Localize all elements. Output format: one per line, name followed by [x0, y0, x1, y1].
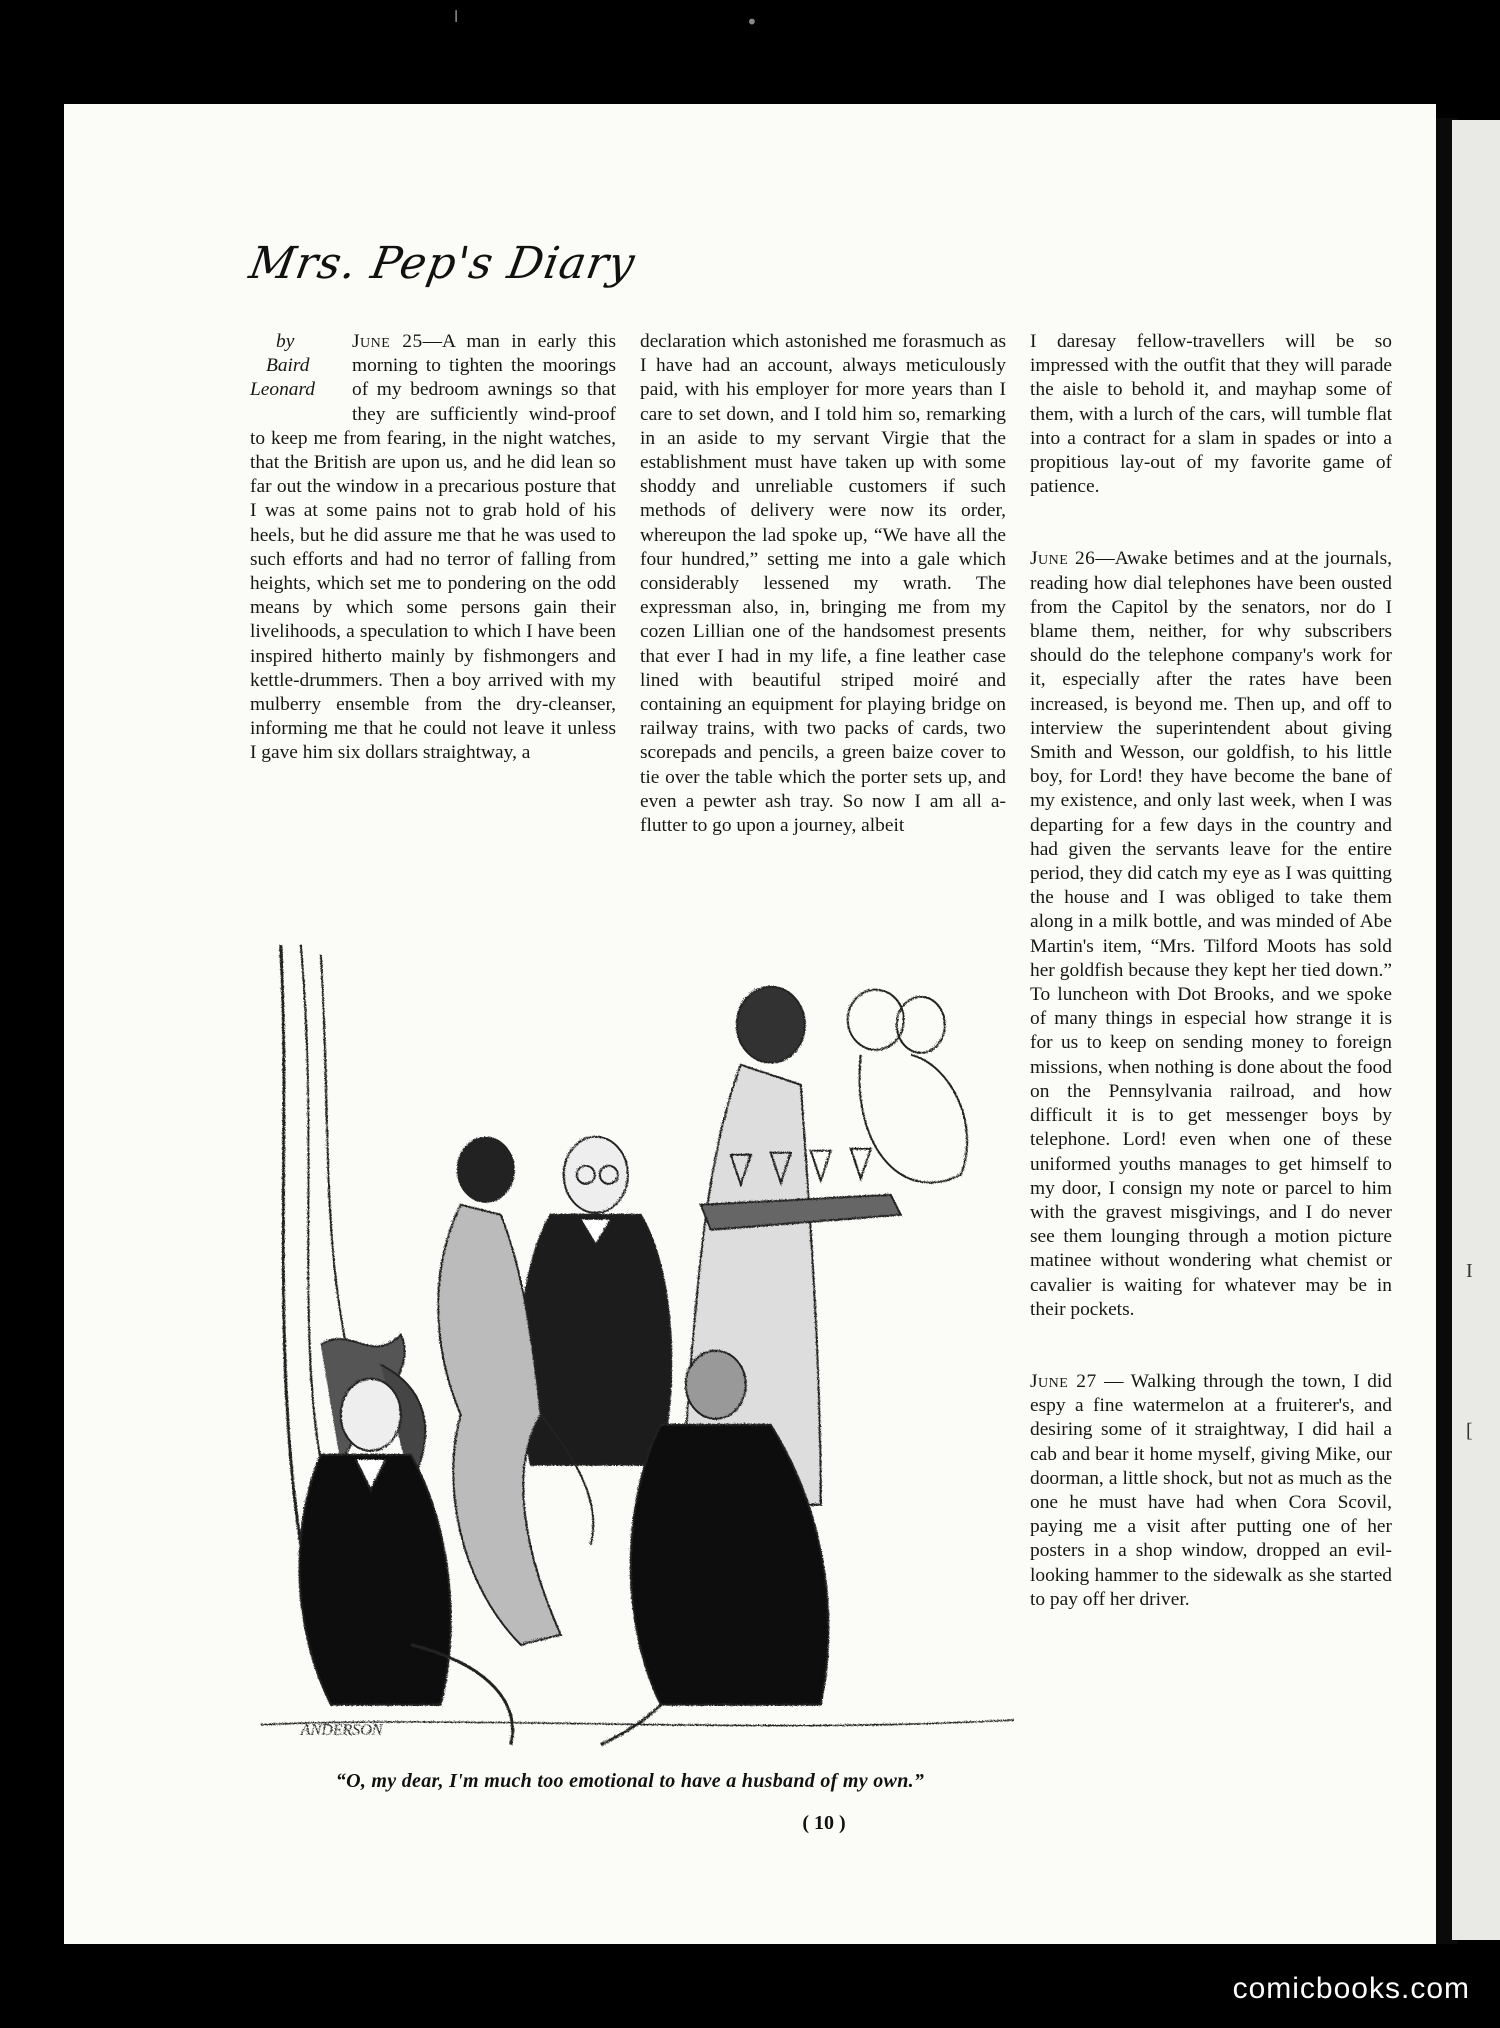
- entry-text: —A man in early this morning to tighten the moorings of my bedroom awnings so that they are sufficiently wind-proof to keep me from fearing, in the night watches, that the British are upon us, and he did lean so far out the window in a precarious posture that I was at some pains not to grab hold of his heels, but he did assure me that he was used to such efforts and had no terror of falling from heights, which set me to pondering on the odd means by which some persons gain their livelihoods, a speculation to which I have been inspired hitherto mainly by fishmongers and kettle-drummers. Then a boy arrived with my mulberry ensemble from the dry-cleanser, informing me that he could not leave it unless I gave him six dollars straightway, a: [250, 331, 616, 764]
- byline-last-name: Leonard: [250, 379, 315, 401]
- byline-by: by: [276, 331, 295, 352]
- entry-june-26: [1030, 547, 1392, 1322]
- scan-mark: •: [746, 10, 758, 34]
- byline: [250, 330, 340, 426]
- column-3: [1030, 330, 1392, 1612]
- diary-title: Mrs. Pep's Diary: [245, 238, 640, 289]
- party-illustration: [260, 944, 1014, 1754]
- byline-first-name: Baird: [266, 355, 310, 377]
- illustration-caption: “O, my dear, I'm much too emotional to have a husband of my own.”: [335, 1770, 925, 1792]
- text-fragment-mark: I: [1466, 1260, 1473, 1282]
- adjacent-page-edge: [1452, 120, 1500, 1940]
- page-number: ( 10 ): [802, 1812, 846, 1834]
- entry-date: June 26: [1030, 548, 1096, 570]
- magazine-page: [64, 104, 1436, 1944]
- entry-june-25-end: I daresay fellow-travellers will be so impressed with the outfit that they will parade the aisle to behold it, and mayhap some of them, with a lurch of the cars, will tumble flat into a contract for a slam in spades or into a propitious lay-out of my favorite game of patience.: [1030, 331, 1392, 498]
- entry-text: — Walking through the town, I did espy a fine watermelon at a fruiterer's, and desiring some of it straightway, I did hail a cab and bear it home myself, giving Mike, our doorman, a little shock, but not as much as the one he must have had when Cora Scovil, paying me a visit after putting one of her posters in a shop window, dropped an evil-looking hammer to the sidewalk as she started to pay off her driver.: [1030, 1370, 1392, 1610]
- scan-mark: ╵: [450, 10, 463, 34]
- text-fragment-mark: [: [1466, 1420, 1473, 1442]
- entry-date: June 25: [352, 331, 423, 352]
- column-1: [250, 330, 616, 766]
- column-2: [640, 330, 1006, 838]
- entry-text: —Awake betimes and at the journals, reading how dial telephones have been ousted from the Capitol by the senators, nor do I blame them, neither, for why subscribers should do the telephone company's work for it, especially after the rates have been increased, is beyond me. Then up, and off to interview the superintendent about giving Smith and Wesson, our goldfish, to his little boy, for Lord! they have become the bane of my existence, and only last week, when I was departing for a few days in the country and had given the servants leave for the entire period, they did catch my eye as I was quitting the house and I was obliged to take them along in a milk bottle, and was minded of Abe Martin's item, “Mrs. Tilford Moots has sold her goldfish because they kept her tied down.” To luncheon with Dot Brooks, and we spoke of many things in especial how strange it is for us to keep on sending money to foreign missions, when nothing is done about the food on the Pennsylvania railroad, and how difficult it is to get messenger boys by telephone. Lord! even when one of these uniformed youths manages to get himself to my door, I consign my note or parcel to him with the gravest misgivings, and I do never see them lounging through a motion picture matinee without wondering what chemist or cavalier is waiting for whatever may be in their pockets.: [1030, 548, 1392, 1320]
- watermark: comicbooks.com: [1232, 1972, 1470, 2005]
- svg-text:ANDERSON: ANDERSON: [300, 1721, 382, 1738]
- entry-june-25-continued: declaration which astonished me forasmuch as I have had an account, always meticulously paid, with his employer for more years than I care to set down, and I told him so, remarking in an aside to my servant Virgie that the establishment must have taken up with some shoddy and unreliable customers if such methods of delivery were now its order, whereupon the lad spoke up, “We have all the four hundred,” setting me into a gale which considerably lessened my wrath. The expressman also, in, bringing me from my cozen Lillian one of the handsomest presents that ever I had in my life, a fine leather case lined with beautiful striped moiré and containing an equipment for playing bridge on railway trains, with two packs of cards, two scorepads and pencils, a green baize cover to tie over the table which the porter sets up, and even a pewter ash tray. So now I am all a-flutter to go upon a journey, albeit: [640, 331, 1006, 837]
- entry-date: June 27: [1030, 1370, 1097, 1392]
- entry-june-27: [1030, 1370, 1392, 1612]
